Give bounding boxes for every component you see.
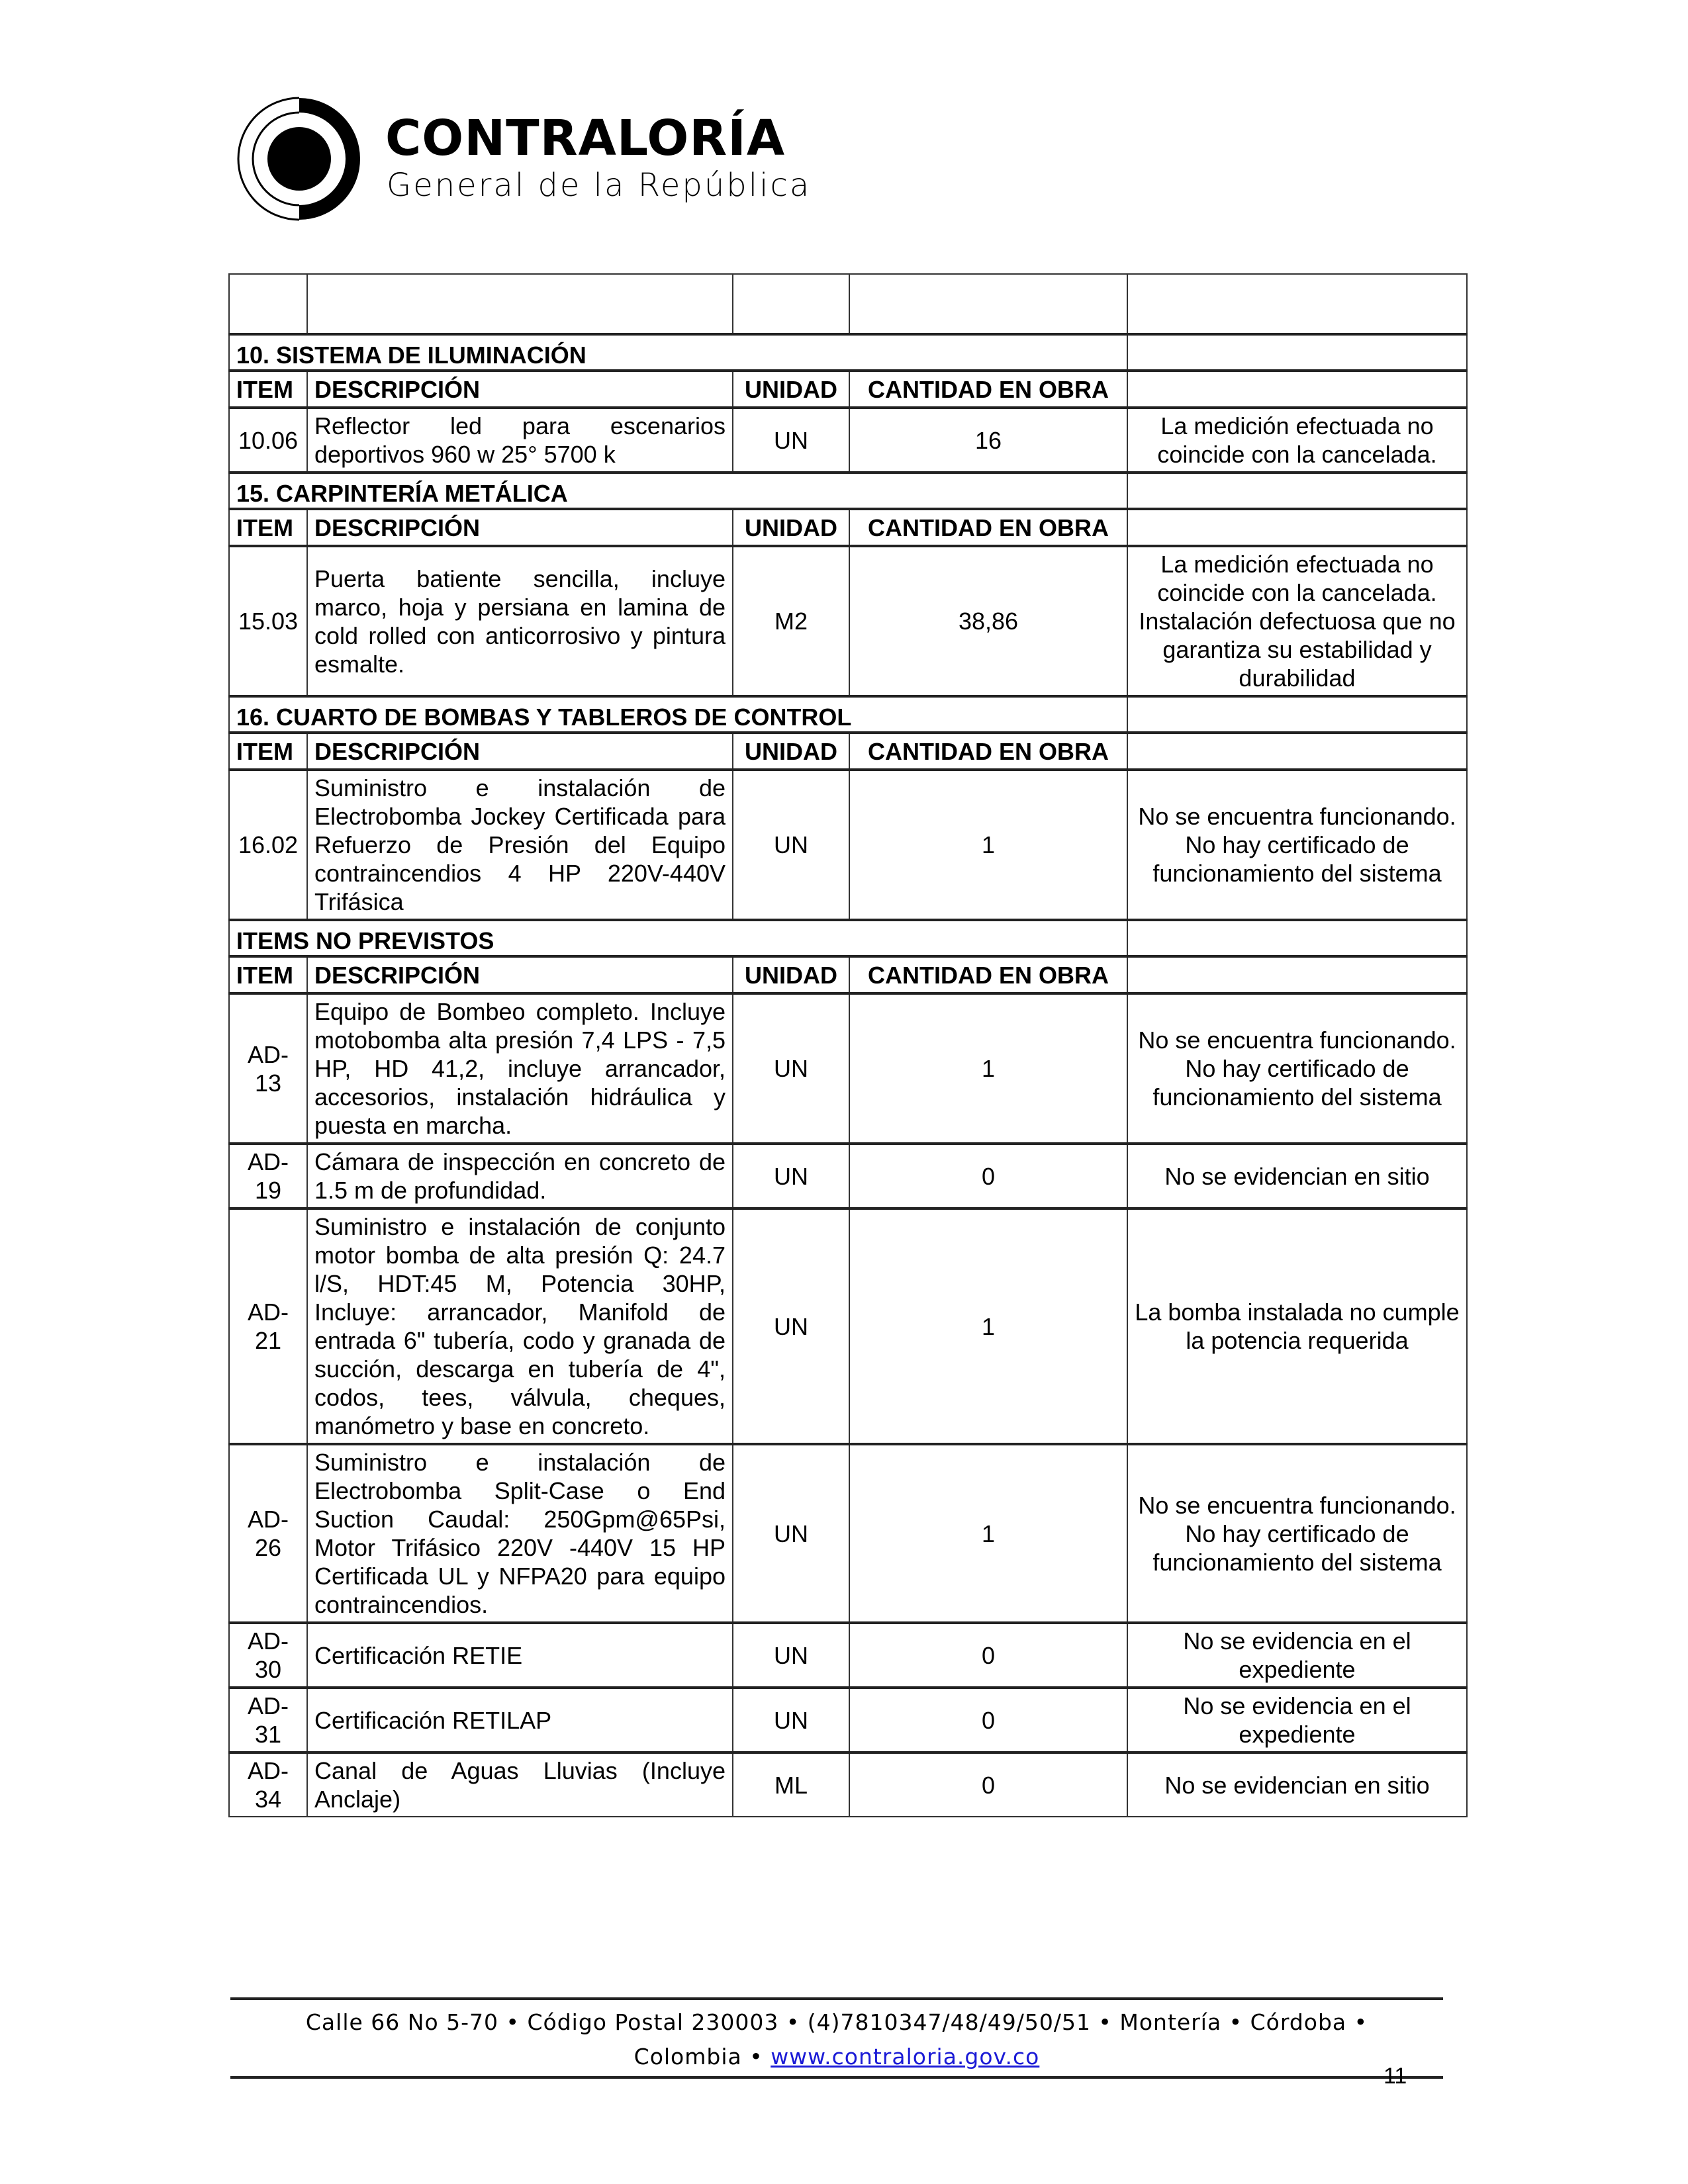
description-cell: Cámara de inspección en concreto de 1.5 m de profundidad. [307,1144,733,1208]
item-cell: AD- 31 [229,1688,307,1752]
unit-cell: M2 [733,546,849,696]
table-row [229,1752,1467,1817]
header-item: ITEM [229,956,307,993]
unit-cell: UN [733,993,849,1144]
unit-cell: UN [733,1688,849,1752]
header-item: ITEM [229,371,307,408]
header-description: DESCRIPCIÓN [307,956,733,993]
section-title: ITEMS NO PREVISTOS [229,920,1127,956]
item-cell: AD- 26 [229,1444,307,1623]
table-row [229,1688,1467,1752]
footer-address [230,2005,1443,2074]
logo-title: CONTRALORÍA [385,110,786,167]
column-header-row [229,733,1467,770]
header-unit: UNIDAD [733,733,849,770]
item-cell: 15.03 [229,546,307,696]
section-title: 10. SISTEMA DE ILUMINACIÓN [229,334,1127,371]
table-row [229,1623,1467,1688]
column-header-row [229,371,1467,408]
observation-cell: No se encuentra funcionando. No hay certificado de funcionamiento del sistema [1127,1444,1467,1623]
item-cell: 10.06 [229,408,307,473]
description-cell: Suministro e instalación de conjunto motor bomba de alta presión Q: 24.7 l/S, HDT:45 M, Potencia 30HP, Incluye: arrancador, Manifold de entrada 6" tubería, codo y granada de succión, descarga en tubería de 4", codos, tees, válvula, cheques, manómetro y base en concreto. [307,1208,733,1444]
item-cell: AD- 19 [229,1144,307,1208]
column-header-row [229,956,1467,993]
section-title-row [229,334,1467,371]
item-cell: 16.02 [229,770,307,920]
item-cell: AD- 21 [229,1208,307,1444]
quantity-cell: 0 [849,1688,1127,1752]
observation-cell: No se encuentra funcionando. No hay certificado de funcionamiento del sistema [1127,770,1467,920]
footer-divider-bottom [230,2076,1443,2079]
quantity-cell: 0 [849,1752,1127,1817]
quantity-cell: 38,86 [849,546,1127,696]
footer-country: Colombia • [633,2044,763,2070]
table-row [229,546,1467,696]
table-row [229,1444,1467,1623]
unit-cell: UN [733,1623,849,1688]
description-cell: Suministro e instalación de Electrobomba Split-Case o End Suction Caudal: 250Gpm@65Psi, Motor Trifásico 220V -440V 15 HP Certificada UL y NFPA20 para equipo contraincendios. [307,1444,733,1623]
table-row [229,408,1467,473]
description-cell: Reflector led para escenarios deportivos 960 w 25° 5700 k [307,408,733,473]
quantity-cell: 1 [849,1444,1127,1623]
description-cell: Puerta batiente sencilla, incluye marco, hoja y persiana en lamina de cold rolled con anticorrosivo y pintura esmalte. [307,546,733,696]
header-quantity: CANTIDAD EN OBRA [849,509,1127,546]
description-cell: Certificación RETILAP [307,1688,733,1752]
section-title: 16. CUARTO DE BOMBAS Y TABLEROS DE CONTROL [229,696,1127,733]
empty-row [229,274,1467,334]
header-observation [1127,371,1467,408]
observation-cell: No se evidencia en el expediente [1127,1623,1467,1688]
header-unit: UNIDAD [733,956,849,993]
section-title-row [229,473,1467,509]
unit-cell: UN [733,1144,849,1208]
footer-website-link[interactable]: www.contraloria.gov.co [771,2044,1040,2070]
header-quantity: CANTIDAD EN OBRA [849,733,1127,770]
observation-cell: No se encuentra funcionando. No hay certificado de funcionamiento del sistema [1127,993,1467,1144]
inspection-table [228,273,1468,1817]
observation-cell: No se evidencian en sitio [1127,1144,1467,1208]
concentric-circle-logo-icon [233,93,365,225]
table-row [229,1208,1467,1444]
item-cell: AD- 13 [229,993,307,1144]
page-number: 11 [1383,2064,1407,2089]
header-description: DESCRIPCIÓN [307,733,733,770]
description-cell: Equipo de Bombeo completo. Incluye motobomba alta presión 7,4 LPS - 7,5 HP, HD 41,2, incluye arrancador, accesorios, instalación hidráulica y puesta en marcha. [307,993,733,1144]
table-row [229,770,1467,920]
contraloria-logo [233,93,812,225]
header-item: ITEM [229,509,307,546]
header-observation [1127,509,1467,546]
quantity-cell: 1 [849,770,1127,920]
observation-cell: La bomba instalada no cumple la potencia requerida [1127,1208,1467,1444]
header-item: ITEM [229,733,307,770]
quantity-cell: 1 [849,1208,1127,1444]
header-quantity: CANTIDAD EN OBRA [849,956,1127,993]
footer-divider-top [230,1997,1443,2000]
header-unit: UNIDAD [733,509,849,546]
unit-cell: UN [733,408,849,473]
observation-cell: No se evidencia en el expediente [1127,1688,1467,1752]
description-cell: Canal de Aguas Lluvias (Incluye Anclaje) [307,1752,733,1817]
quantity-cell: 1 [849,993,1127,1144]
section-title-row [229,696,1467,733]
header-unit: UNIDAD [733,371,849,408]
unit-cell: ML [733,1752,849,1817]
header-description: DESCRIPCIÓN [307,371,733,408]
header-observation [1127,956,1467,993]
item-cell: AD- 30 [229,1623,307,1688]
table-row [229,993,1467,1144]
header-observation [1127,733,1467,770]
observation-cell: La medición efectuada no coincide con la cancelada. [1127,408,1467,473]
header-quantity: CANTIDAD EN OBRA [849,371,1127,408]
description-cell: Certificación RETIE [307,1623,733,1688]
footer-address-line: Calle 66 No 5-70 • Código Postal 230003 • (4)7810347/48/49/50/51 • Montería • Córdoba • [305,2009,1368,2035]
header-description: DESCRIPCIÓN [307,509,733,546]
description-cell: Suministro e instalación de Electrobomba Jockey Certificada para Refuerzo de Presión del Equipo contraincendios 4 HP 220V-440V Trifásica [307,770,733,920]
item-cell: AD- 34 [229,1752,307,1817]
unit-cell: UN [733,1444,849,1623]
quantity-cell: 0 [849,1144,1127,1208]
section-title: 15. CARPINTERÍA METÁLICA [229,473,1127,509]
observation-cell: No se evidencian en sitio [1127,1752,1467,1817]
quantity-cell: 0 [849,1623,1127,1688]
unit-cell: UN [733,770,849,920]
observation-cell: La medición efectuada no coincide con la cancelada. Instalación defectuosa que no garantiza su estabilidad y durabilidad [1127,546,1467,696]
quantity-cell: 16 [849,408,1127,473]
section-title-row [229,920,1467,956]
table-row [229,1144,1467,1208]
unit-cell: UN [733,1208,849,1444]
logo-subtitle: General de la República [387,167,812,204]
column-header-row [229,509,1467,546]
